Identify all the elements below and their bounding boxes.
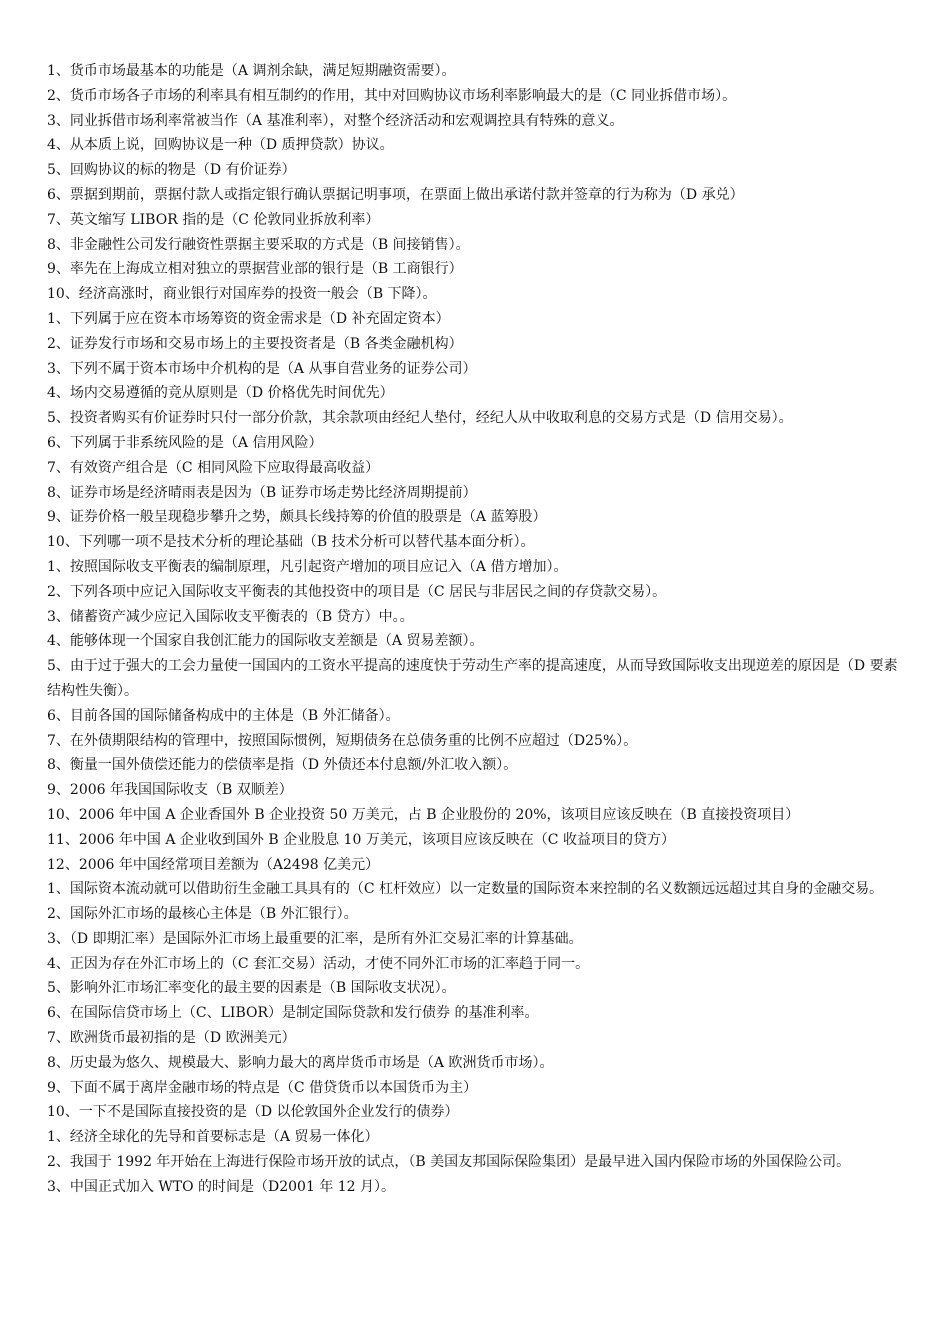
question-line: 2、国际外汇市场的最核心主体是（B 外汇银行）。 [47,906,358,923]
question-line: 6、目前各国的国际储备构成中的主体是（B 外汇储备）。 [47,707,400,724]
question-line: 12、2006 年中国经常项目差额为（A2498 亿美元） [47,856,380,873]
question-line: 9、下面不属于离岸金融市场的特点是（C 借贷货币以本国货币为主） [47,1079,478,1096]
question-line: 6、在国际信贷市场上（C、LIBOR）是制定国际贷款和发行债券 的基准利率。 [47,1005,539,1022]
question-line: 8、衡量一国外债偿还能力的偿债率是指（D 外债还本付息额/外汇收入额）。 [47,757,518,774]
question-line: 2、我国于 1992 年开始在上海进行保险市场开放的试点，（B 美国友邦国际保险集团）是最早进入国内保险市场的外国保险公司。 [47,1154,851,1171]
question-line: 6、票据到期前，票据付款人或指定银行确认票据记明事项，在票面上做出承诺付款并签章的行为称为（D 承兑） [47,186,744,203]
question-line: 1、按照国际收支平衡表的编制原理，凡引起资产增加的项目应记入（A 借方增加）。 [47,558,568,575]
question-line: 10、经济高涨时，商业银行对国库券的投资一般会（B 下降）。 [47,286,437,303]
question-line: 9、2006 年我国国际收支（B 双顺差） [47,782,293,799]
question-line: 3、下列不属于资本市场中介机构的是（A 从事自营业务的证券公司） [47,360,477,377]
question-line: 4、场内交易遵循的竞从原则是（D 价格优先时间优先） [47,385,394,402]
question-line: 7、在外债期限结构的管理中，按照国际惯例，短期债务在总债务重的比例不应超过（D25%）。 [47,732,638,749]
question-line: 2、下列各项中应记入国际收支平衡表的其他投资中的项目是（C 居民与非居民之间的存贷款交易）。 [47,583,667,600]
question-line: 9、率先在上海成立相对独立的票据营业部的银行是（B 工商银行） [47,261,463,278]
question-line: 3、储蓄资产减少应记入国际收支平衡表的（B 贷方）中。。 [47,608,414,625]
question-line: 5、影响外汇市场汇率变化的最主要的因素是（B 国际收支状况）。 [47,980,456,997]
question-line: 4、正因为存在外汇市场上的（C 套汇交易）活动，才使不同外汇市场的汇率趋于同一。 [47,955,590,972]
question-line: 8、证券市场是经济晴雨表是因为（B 证券市场走势比经济周期提前） [47,484,477,501]
question-line: 5、投资者购买有价证券时只付一部分价款，其余款项由经纪人垫付，经纪人从中收取利息的交易方式是（D 信用交易）。 [47,410,793,427]
question-line: 5、回购协议的标的物是（D 有价证券） [47,162,296,179]
question-line: 10、下列哪一项不是技术分析的理论基础（B 技术分析可以替代基本面分析）。 [47,534,535,551]
question-line: 8、历史最为悠久、规模最大、影响力最大的离岸货币市场是（A 欧洲货币市场）。 [47,1054,554,1071]
question-line: 4、从本质上说，回购协议是一种（D 质押贷款）协议。 [47,137,394,154]
question-line: 5、由于过于强大的工会力量使一国国内的工资水平提高的速度快于劳动生产率的提高速度，从而导致国际收支出现逆差的原因是（D 要素结构性失衡）。 [47,658,898,699]
question-line: 9、证券价格一般呈现稳步攀升之势，颇具长线持筹的价值的股票是（A 蓝筹股） [47,509,547,526]
question-line: 3、同业拆借市场利率常被当作（A 基准利率），对整个经济活动和宏观调控具有特殊的意义。 [47,112,624,129]
question-line: 2、货币市场各子市场的利率具有相互制约的作用，其中对回购协议市场利率影响最大的是（C 同业拆借市场）。 [47,87,737,104]
question-line: 2、证券发行市场和交易市场上的主要投资者是（B 各类金融机构） [47,335,463,352]
question-line: 1、下列属于应在资本市场筹资的资金需求是（D 补充固定资本） [47,310,450,327]
question-line: 6、下列属于非系统风险的是（A 信用风险） [47,434,323,451]
document-body [47,59,909,1200]
question-line: 1、货币市场最基本的功能是（A 调剂余缺，满足短期融资需要）。 [47,63,456,79]
question-line: 10、2006 年中国 A 企业香国外 B 企业投资 50 万美元，占 B 企业股份的 20%，该项目应该反映在（B 直接投资项目） [47,806,800,823]
question-line: 4、能够体现一个国家自我创汇能力的国际收支差额是（A 贸易差额）。 [47,633,484,650]
question-line: 3、（D 即期汇率）是国际外汇市场上最重要的汇率，是所有外汇交易汇率的计算基础。 [47,930,583,947]
question-line: 7、有效资产组合是（C 相同风险下应取得最高收益） [47,459,380,476]
question-line: 3、中国正式加入 WTO 的时间是（D2001 年 12 月）。 [47,1178,396,1195]
question-line: 7、欧洲货币最初指的是（D 欧洲美元） [47,1030,296,1047]
question-line: 1、国际资本流动就可以借助衍生金融工具具有的（C 杠杆效应）以一定数量的国际资本来控制的名义数额远远超过其自身的金融交易。 [47,881,884,898]
question-line: 11、2006 年中国 A 企业收到国外 B 企业股息 10 万美元，该项目应该反映在（C 收益项目的贷方） [47,831,675,848]
question-line: 10、一下不是国际直接投资的是（D 以伦敦国外企业发行的债券） [47,1104,459,1121]
question-line: 7、英文缩写 LIBOR 指的是（C 伦敦同业拆放利率） [47,211,380,228]
question-line: 8、非金融性公司发行融资性票据主要采取的方式是（B 间接销售）。 [47,236,470,253]
question-line: 1、经济全球化的先导和首要标志是（A 贸易一体化） [47,1129,379,1146]
